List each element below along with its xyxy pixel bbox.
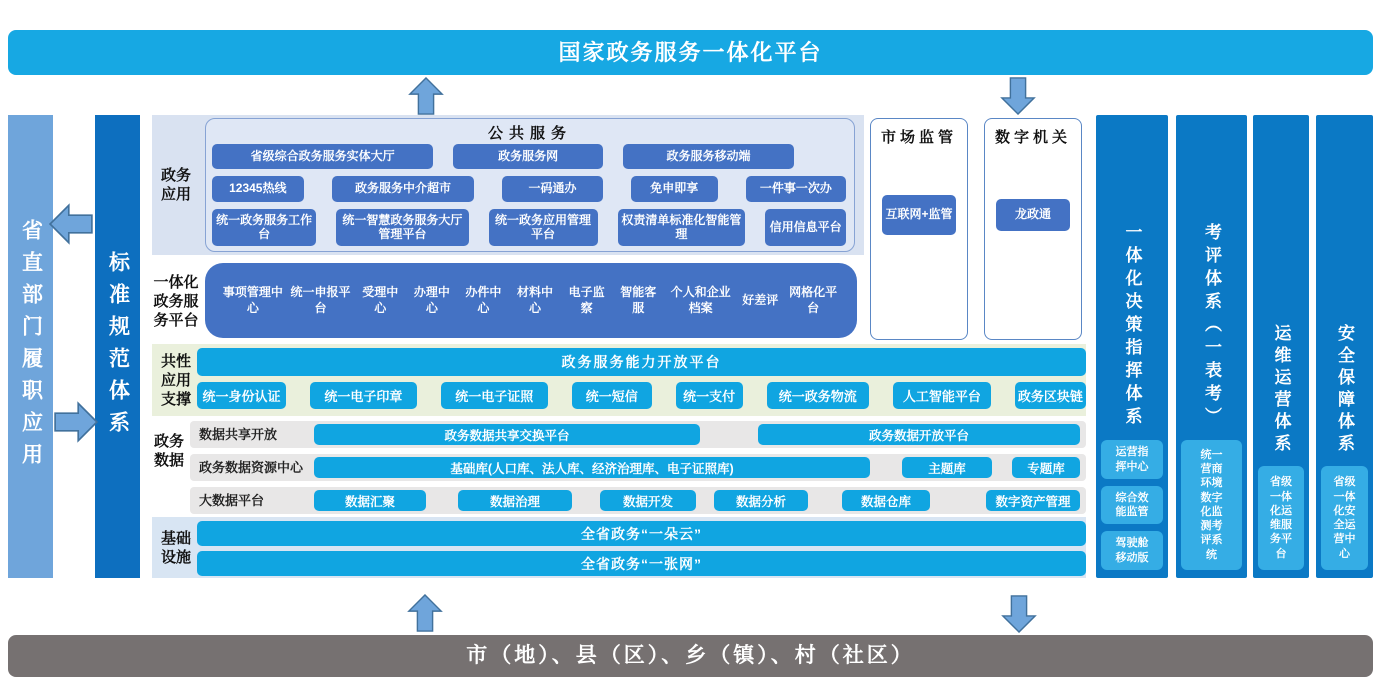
public-service-row3 [212, 209, 846, 246]
right-bar-security-buttons [1321, 466, 1368, 570]
section-infrastructure-label: 基础设施 [160, 529, 191, 566]
box-gov-service-mobile: 政务服务移动端 [623, 144, 794, 169]
arrow-up-icon [404, 594, 446, 632]
market-regulation-box [870, 118, 968, 340]
left-bar-provincial-departments [8, 115, 53, 578]
public-service-row2 [212, 176, 846, 202]
plat-item: 电子监察 [568, 284, 605, 315]
section-gov-applications [152, 115, 864, 255]
box-e-seal: 统一电子印章 [310, 382, 417, 409]
bar-data-exchange-platform: 政务数据共享交换平台 [314, 424, 700, 445]
plat-item: 事项管理中心 [222, 284, 283, 315]
box-one-thing-once: 一件事一次办 [746, 176, 846, 202]
box-ops-service-platform: 省级一体化运维服务平台 [1258, 466, 1304, 570]
integrated-platform-bar [205, 263, 857, 338]
right-bar-evaluation-buttons [1181, 440, 1242, 570]
left-bar-standards-system [95, 115, 140, 578]
bar-special-db: 专题库 [1012, 457, 1080, 478]
left-bar-standards-system-label: 标准规范体系 [106, 250, 130, 443]
box-internet-plus-regulation: 互联网+监管 [882, 195, 956, 235]
box-12345-hotline: 12345热线 [212, 176, 304, 202]
box-payment: 统一支付 [676, 382, 743, 409]
box-operation-command-center: 运营指挥中心 [1101, 440, 1163, 479]
plat-item: 个人和企业档案 [670, 284, 731, 315]
box-cockpit-mobile: 驾驶舱移动版 [1101, 531, 1163, 570]
box-gov-service-web: 政务服务网 [453, 144, 603, 169]
box-identity-auth: 统一身份认证 [197, 382, 286, 409]
right-bar-decision-command [1096, 115, 1168, 578]
right-bar-decision-command-title: 一体化决策指挥体系 [1122, 223, 1142, 431]
box-one-code: 一码通办 [502, 176, 602, 202]
right-bar-ops-buttons [1258, 466, 1304, 570]
section-gov-data-label: 政务数据 [153, 433, 184, 469]
box-smart-hall-mgmt: 统一智慧政务服务大厅管理平台 [336, 209, 468, 246]
box-no-application-benefit: 免申即享 [631, 176, 718, 202]
data-row-sharing-label: 数据共享开放 [199, 427, 278, 442]
box-gov-logistics: 统一政务物流 [767, 382, 869, 409]
arrow-down-icon [997, 77, 1039, 115]
plat-item: 办件中心 [465, 284, 502, 315]
box-app-mgmt-platform: 统一政务应用管理平台 [489, 209, 598, 246]
section-infrastructure [152, 517, 1086, 578]
data-row-bigdata-label: 大数据平台 [199, 493, 265, 508]
data-row-resource-center [190, 454, 1086, 481]
top-banner: 国家政务服务一体化平台 [8, 30, 1373, 75]
bar-one-cloud: 全省政务“一朵云” [197, 521, 1086, 546]
bottom-banner: 市（地）、县（区）、乡（镇）、村（社区） [8, 635, 1373, 677]
arrow-right-icon [52, 400, 100, 444]
box-responsibility-list: 权责清单标准化智能管理 [618, 209, 746, 246]
plat-item: 智能客服 [620, 284, 657, 315]
section-common-support-label: 共性应用支撑 [160, 352, 191, 408]
bar-digital-asset-mgmt: 数字资产管理 [986, 490, 1080, 511]
bar-open-data-platform: 政务数据开放平台 [758, 424, 1080, 445]
box-intermediary-supermarket: 政务服务中介超市 [332, 176, 475, 202]
data-row-resource-center-label: 政务数据资源中心 [199, 460, 304, 475]
box-longzhengtong: 龙政通 [996, 199, 1070, 231]
section-common-support [152, 344, 1086, 416]
bar-theme-db: 主题库 [902, 457, 992, 478]
bar-data-aggregation: 数据汇聚 [314, 490, 426, 511]
bar-data-warehouse: 数据仓库 [842, 490, 930, 511]
right-bar-security-system [1316, 115, 1373, 578]
box-unified-workbench: 统一政务服务工作台 [212, 209, 316, 246]
box-e-license: 统一电子证照 [441, 382, 548, 409]
data-row-bigdata-platform [190, 487, 1086, 514]
right-bar-security-title: 安全保障体系 [1335, 324, 1354, 457]
box-blockchain: 政务区块链 [1015, 382, 1086, 409]
right-bar-evaluation-system [1176, 115, 1247, 578]
bar-base-databases: 基础库(人口库、法人库、经济治理库、电子证照库) [314, 457, 870, 478]
box-security-operation-center: 省级一体化安全运营中心 [1321, 466, 1368, 570]
public-service-row1 [212, 144, 794, 169]
right-bar-evaluation-title: 考评体系（一表考） [1202, 222, 1221, 430]
box-provincial-service-hall: 省级综合政务服务实体大厅 [212, 144, 433, 169]
box-business-env-monitoring: 统一营商环境数字化监测考评系统 [1181, 440, 1242, 570]
public-service-title: 公共服务 [487, 125, 572, 142]
market-regulation-title: 市场监管 [880, 129, 957, 146]
box-sms: 统一短信 [572, 382, 652, 409]
bar-data-development: 数据开发 [600, 490, 696, 511]
right-bar-decision-command-buttons [1101, 440, 1163, 570]
digital-gov-title: 数字机关 [994, 129, 1071, 146]
plat-item: 受理中心 [362, 284, 399, 315]
bar-data-governance: 数据治理 [458, 490, 572, 511]
plat-item: 统一申报平台 [290, 284, 351, 315]
public-service-panel [205, 118, 855, 252]
box-credit-info-platform: 信用信息平台 [765, 209, 846, 246]
arrow-up-icon [405, 77, 447, 115]
section-integrated-platform-label: 一体化政务服务平台 [153, 273, 199, 329]
plat-item: 网格化平台 [789, 284, 838, 315]
left-bar-provincial-departments-label: 省直部门履职应用 [19, 218, 43, 475]
plat-item: 材料中心 [517, 284, 554, 315]
section-gov-applications-label: 政务应用 [160, 167, 191, 203]
common-support-buttons [197, 382, 1086, 409]
data-row-sharing [190, 421, 1086, 448]
plat-item: 办理中心 [413, 284, 450, 315]
open-capability-platform-bar: 政务服务能力开放平台 [197, 348, 1086, 376]
digital-gov-box [984, 118, 1082, 340]
right-bar-ops-title: 运维运营体系 [1271, 324, 1291, 457]
right-bar-ops-system [1253, 115, 1309, 578]
box-ai-platform: 人工智能平台 [893, 382, 991, 409]
arrow-down-icon [998, 595, 1040, 633]
bar-data-analysis: 数据分析 [714, 490, 808, 511]
box-efficiency-supervision: 综合效能监管 [1101, 486, 1163, 525]
plat-item: 好差评 [742, 292, 779, 307]
bar-one-network: 全省政务“一张网” [197, 551, 1086, 576]
arrow-left-icon [47, 202, 95, 246]
